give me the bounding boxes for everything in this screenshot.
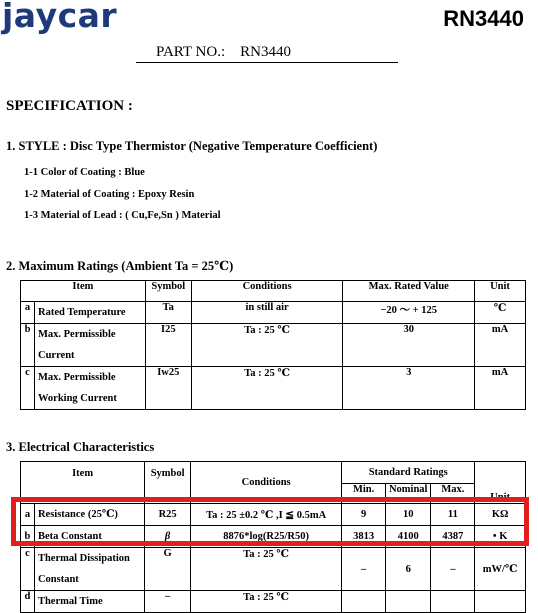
row-item: Beta Constant [34,526,144,548]
part-number-value: RN3440 [240,44,291,60]
specification-heading: SPECIFICATION : [6,98,133,114]
section1-title: 1. STYLE : Disc Type Thermistor (Negative Temperature Coefficient) [6,139,378,153]
table-header-row [21,281,526,302]
part-number-label: PART NO.: [156,44,226,60]
row-unit: • K [475,526,526,548]
row-item: Max. Permissible Current [34,324,145,367]
header-conditions: Conditions [191,462,342,504]
row-max: – [431,548,475,591]
row-conditions: Ta : 25 ℃ [191,591,342,613]
row-max: 11 [431,504,475,526]
row-symbol: I25 [145,324,191,367]
row-min: – [342,548,386,591]
style-item-color: 1-1 Color of Coating : Blue [24,167,145,178]
row-label: b [21,324,35,367]
table-row [21,324,526,367]
row-conditions: in still air [191,302,343,324]
row-label: d [21,591,35,613]
highlight-box [11,497,529,546]
row-symbol: Ta [145,302,191,324]
row-label: a [21,302,35,324]
header-symbol: Symbol [145,281,191,302]
row-symbol: G [145,548,191,591]
row-unit: KΩ [475,504,526,526]
header-min: Min. [342,484,386,504]
header-symbol: Symbol [145,462,191,504]
row-unit: ℃ [475,302,526,324]
header-item: Item [21,281,146,302]
table-row [21,548,526,591]
row-label: b [21,526,35,548]
row-symbol: Iw25 [145,367,191,410]
row-label: c [21,367,35,410]
row-max [431,591,475,613]
jaycar-logo: jaycar [2,0,118,35]
part-number-line [136,44,398,63]
row-unit [475,591,526,613]
header-conditions: Conditions [191,281,343,302]
max-ratings-table [20,280,526,410]
style-item-lead: 1-3 Material of Lead : ( Cu,Fe,Sn ) Material [24,210,221,221]
row-item: Rated Temperature [34,302,145,324]
row-symbol: R25 [145,504,191,526]
header-unit: Unit [475,281,526,302]
header-unit: Unit [475,462,526,504]
header-item: Item [21,462,145,504]
section2-title: 2. Maximum Ratings (Ambient Ta = 25℃) [6,259,234,273]
row-conditions: 8876*log(R25/R50) [191,526,342,548]
row-nominal: 6 [385,548,431,591]
row-item: Resistance (25℃) [34,504,144,526]
style-item-coating: 1-2 Material of Coating : Epoxy Resin [24,189,195,200]
row-min: 9 [342,504,386,526]
row-value: 30 [343,324,475,367]
row-label: c [21,548,35,591]
row-nominal: 10 [385,504,431,526]
row-unit: mW/℃ [475,548,526,591]
row-conditions: Ta : 25 ℃ [191,324,343,367]
row-label: a [21,504,35,526]
table-row [21,591,526,613]
row-nominal: 4100 [385,526,431,548]
row-item: Max. Permissible Working Current [34,367,145,410]
row-conditions: Ta : 25 ℃ [191,367,343,410]
row-min: 3813 [342,526,386,548]
row-unit: mA [475,367,526,410]
row-conditions: Ta : 25 ℃ [191,548,342,591]
table-header-row [21,462,526,484]
header-max: Max. [431,484,475,504]
table-row [21,367,526,410]
header-standard-ratings: Standard Ratings [342,462,475,484]
row-conditions: Ta : 25 ±0.2 ℃ ,I ≦ 0.5mA [191,504,342,526]
row-value: −20 ～ + 125 [343,302,475,324]
row-max: 4387 [431,526,475,548]
row-item: Thermal Time [34,591,144,613]
row-unit: mA [475,324,526,367]
table-row [21,302,526,324]
document-id: RN3440 [443,6,524,31]
header-nominal: Nominal [385,484,431,504]
header-rated-value: Max. Rated Value [343,281,475,302]
row-symbol: β [145,526,191,548]
section3-title: 3. Electrical Characteristics [6,440,155,454]
row-nominal [385,591,431,613]
row-value: 3 [343,367,475,410]
row-min [342,591,386,613]
row-symbol: – [145,591,191,613]
row-item: Thermal Dissipation Constant [34,548,144,591]
